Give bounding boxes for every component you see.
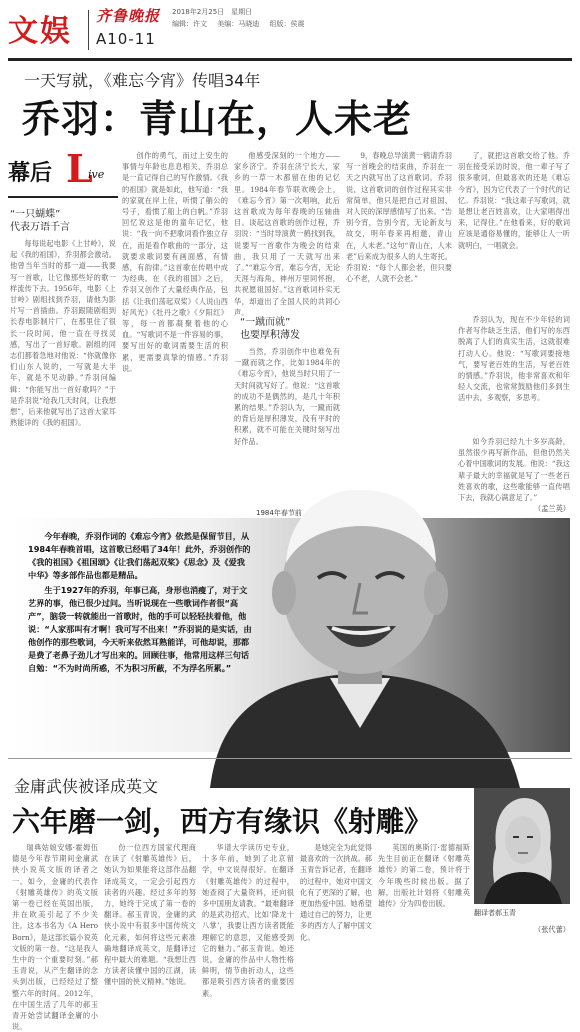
story1-col6b-text: 如今乔羽已经九十多岁高龄，虽然很少再写新作品，但他仍然关心着中国歌词的发展。他说：“我这辈子最大的幸福就是写了一些老百姓喜欢的歌，这些歌能够一直传唱下去，我就心满意足了。” <box>458 437 570 503</box>
story1-column-1 <box>10 238 116 504</box>
story1-column-2 <box>122 150 228 502</box>
badge-letter: L <box>66 146 93 191</box>
story1-column-5 <box>458 150 570 310</box>
story1-headline: 乔羽：青山在，人未老 <box>22 97 413 141</box>
subhead-2-line1: “一蹴而就” <box>240 317 291 328</box>
issue-date: 2018年2月25日 星期日 <box>172 8 253 16</box>
story1-subhead-1 <box>10 208 120 234</box>
story2-divider <box>8 758 572 759</box>
story2-kicker: 金庸武侠被译成英文 <box>14 777 159 796</box>
story2-col5-text: 英国的奥斯汀·雷德福斯先生目前正在翻译《射雕英雄传》的第二卷，预计将于今年晚些时候出版。据了解，出版社计划将《射雕英雄传》分为四卷出版。 <box>378 843 470 909</box>
translator-portrait-illustration <box>474 788 570 904</box>
story1-col5-text: 了，就把这首歌交给了他。乔羽在接受采访时说，他一辈子写了很多歌词，但最喜欢的还是《难忘今宵》，因为它代表了一个时代的记忆。乔羽说：“我这辈子写歌词，就是想让老百姓喜欢，让大家唱得出来，记得住。”在他看来，好的歌词应该是通俗易懂的，能够让人一听就明白，一唱就会。 <box>458 151 570 250</box>
proofreader-credit: 组版：侯震 <box>269 20 305 28</box>
story1-col1-text: 每每说起电影《上甘岭》，说起《我的祖国》，乔羽都会激动。他曾当年当时的那一道——我要写一首歌，让它像那些好的歌一样流传下去。1956年，电影《上甘岭》剧组找到乔羽，请他为影片写一首插曲。乔羽跟随剧组到长春电影制片厂，在那里住了很长一段时间，他一直在寻找灵感，写出了一首好歌。剧组的同志们都着急地对他说：“你就像你们山东人说的，一写就是大半年，就是不见动静。”乔羽问编辑：“你能写出一首好歌吗？”于是乔羽说“给我几天时间，让我想想”，后来他就写出了这首大家耳熟能详的《我的祖国》。 <box>10 239 116 428</box>
story2-col1-text: 瑞典姑娘安娜·霍姆伍德是今年春节期间金庸武侠小说英文版的译者之一。如今，金庸的代表作《射雕英雄传》的英文版第一卷已经在英国出版，并在欧美引起了不少关注。这本书名为《A Hero Born》，是这部长篇小说英文版的第一卷。“这是我人生中的一个重要时刻。”郝玉青说，从产生翻译的念头到出版，已经经过了整整六年的时间。2012年，在中国生活了几年的郝玉青开始尝试翻译金庸的小说。 <box>12 843 98 1032</box>
story2-headline: 六年磨一剑，西方有缘识《射雕》 <box>12 805 433 838</box>
story1-col6-text: 乔羽认为，现在不少年轻的词作者写作缺乏生活，他们写的东西脱离了人们的真实生活，这就很难打动人心。他说：“写歌词要接地气，要写老百姓的生活，写老百姓的情感。”乔羽说，他非常喜欢和年轻人交流，也常常鼓励他们多到生活中去，多观察，多思考。 <box>458 315 570 403</box>
page-code: A10-11 <box>96 30 156 48</box>
header-meta <box>172 7 305 28</box>
story2-col4-text: 是她完全为此觉得最喜欢的一次挑战。郝玉青告诉记者，在翻译的过程中，她对中国文化有了更深的了解，也更加热爱中国。她希望通过自己的努力，让更多的西方人了解中国文化。 <box>300 843 372 942</box>
story2-column-1 <box>12 842 98 1032</box>
badge-suffix: ive <box>88 168 105 181</box>
story2-col2-text: 份一位西方国家代理商在读了《射雕英雄传》后，她认为如果能将这部作品翻译成英文，一定会引起西方读者的兴趣。经过多年的努力，她终于完成了第一卷的翻译。郝玉青说，金庸的武侠小说中有很多中国传统文化元素，如何将这些元素准确地翻译成英文，是翻译过程中最大的难题。“我想让西方读者读懂中国的江湖，读懂中国的侠义精神。”她说。 <box>104 843 196 987</box>
intro-quote-box <box>28 530 252 677</box>
intro-paragraph-2: 生于1927年的乔羽，年事已高，身形也消瘦了，对于文艺界的事，他已很少过问。当听说现在一些歌词作者很“高产”，脑袋一转就能出一首歌时，他的手可以轻轻扶着他，他说：“人家那叫有才啊！我可写不出来！”乔羽说的是实话，由他创作的那些歌词，今天听来依然耳熟能详，可他却说，那都是费了老鼻子劲儿才写出来的。回顾往事，他常用这样三句话自勉：“不为时尚所惑，不为积习所蔽，不为浮名所累。” <box>28 585 252 673</box>
story2-column-4 <box>300 842 372 990</box>
story1-subhead-2 <box>240 316 340 342</box>
translator-photo-caption: 翻译者郝玉青 <box>474 909 516 917</box>
story1-byline: （孟兰英） <box>534 504 570 514</box>
story1-col4-text: 9，春晚总导演黄一鹤请乔羽写一首晚会的结束曲，乔羽在一天之内就写出了这首歌词。乔羽说，这首歌词的创作过程其实非常简单，他只是把自己对祖国、对人民的深厚感情写了出来。“告别今宵，告别今宵，无论新友与故交，明年春来再相邀，青山在，人未老。”这句“青山在，人未老”后来成为很多人的人生寄托。乔羽说：“每个人都会老，但只要心不老，人就不会老。” <box>346 151 452 284</box>
newspaper-masthead: 齐鲁晚报 <box>96 7 161 25</box>
badge-rule <box>8 196 118 198</box>
art-editor-credit: 美编：马晓迪 <box>217 20 260 28</box>
page-header <box>0 0 580 58</box>
story2-byline: （张代蕾） <box>534 925 570 934</box>
badge-text: 幕后 <box>8 161 53 186</box>
story2-column-5 <box>378 842 470 990</box>
story2-column-2 <box>104 842 196 990</box>
header-divider <box>88 10 89 50</box>
subhead-2-line2: 也要厚积薄发 <box>240 330 300 341</box>
story1-column-6 <box>458 314 570 434</box>
behind-the-scenes-badge <box>8 146 126 194</box>
story2-column-6 <box>474 924 570 990</box>
intro-paragraph-1: 今年春晚，乔羽作词的《难忘今宵》依然是保留节目，从1984年春晚首唱，这首歌已经唱了34年！此外，乔羽创作的《我的祖国》《祖国颂》《让我们荡起双桨》《思念》及《爱我中华》等多部作品也都是精品。 <box>28 531 251 580</box>
section-title: 文娱 <box>8 14 72 49</box>
story1-col3-text: 他感受深刻的一个地方——家乡济宁。乔羽在济宁长大，家乡的一草一木都留在他的记忆里。1984年春节联欢晚会上，《难忘今宵》第一次唱响，此后这首歌成为每年春晚的压轴曲目。谈起这首歌的创作过程，乔羽说：“当时导演黄一鹤找到我，说要写一首歌作为晚会的结束曲，我只用了一天就写出来了。”“难忘今宵，难忘今宵，无论天涯与海角，神州万里同怀抱，共祝愿祖国好。”这首歌词朴实无华，却道出了全国人民的共同心声。 <box>234 151 340 317</box>
subhead-1-line1: “一只蝴蝶” <box>10 209 61 220</box>
header-rule <box>8 58 572 61</box>
story1-col2-text: 创作的勇气，而过上安生的事情与年龄也息息相关，乔羽总是一直记得自己的写作激情。《我的祖国》就是如此，他写道：“我的家就在岸上住，听惯了艄公的号子，看惯了船上的白帆。”乔羽回忆说这是他的童年记忆，他说：“我一向不把歌词看作独立存在，而是看作歌曲的一部分，这就要求歌词要有画面感，有情感，有韵律。”这首歌在传唱中成为经典。在《我的祖国》之后，乔羽又创作了大量经典作品，包括《让我们荡起双桨》《人说山西好风光》《牡丹之歌》《夕阳红》等，每一首都凝聚着他的心血。“写歌词不是一件容易的事，要写出好的歌词需要生活的积累，更需要真挚的情感。”乔羽说。 <box>122 151 228 373</box>
story1-col3b-text: 当然，乔羽创作中也难免有一蹴而就之作，比如1984年的《难忘今宵》，他说当时只用了一天时间就写好了。他说：“这首歌的成功不是偶然的，是几十年积累的结果。”乔羽认为，一蹴而就的背后是厚积薄发，没有平时的积累，就不可能在关键时刻写出好作品。 <box>234 347 340 446</box>
story1-column-4 <box>346 150 452 502</box>
translator-photo <box>474 788 570 904</box>
story1-kicker: 一天写就，《难忘今宵》传唱34年 <box>24 71 261 90</box>
photo1-caption: 1984年春节前 <box>256 509 302 517</box>
editor-credit: 编辑：许文 <box>172 20 207 28</box>
story2-col3-text: 华谱大学读历史专业，十多年前，她到了北京留学，中文说得很好。在翻译《射雕英雄传》的过程中，她查阅了大量资料，还向很多中国朋友请教。“最难翻译的是武功招式，比如‘降龙十八掌’，我要让西方读者既能理解它的意思，又能感受到它的魅力。”郝玉青说。她还说，金庸的作品中人物性格鲜明，情节曲折动人，这些都是吸引西方读者的重要因素。 <box>202 843 294 998</box>
subhead-1-line2: 代表万语千言 <box>10 222 70 233</box>
story2-column-3 <box>202 842 294 998</box>
story1-column-3 <box>234 150 340 317</box>
